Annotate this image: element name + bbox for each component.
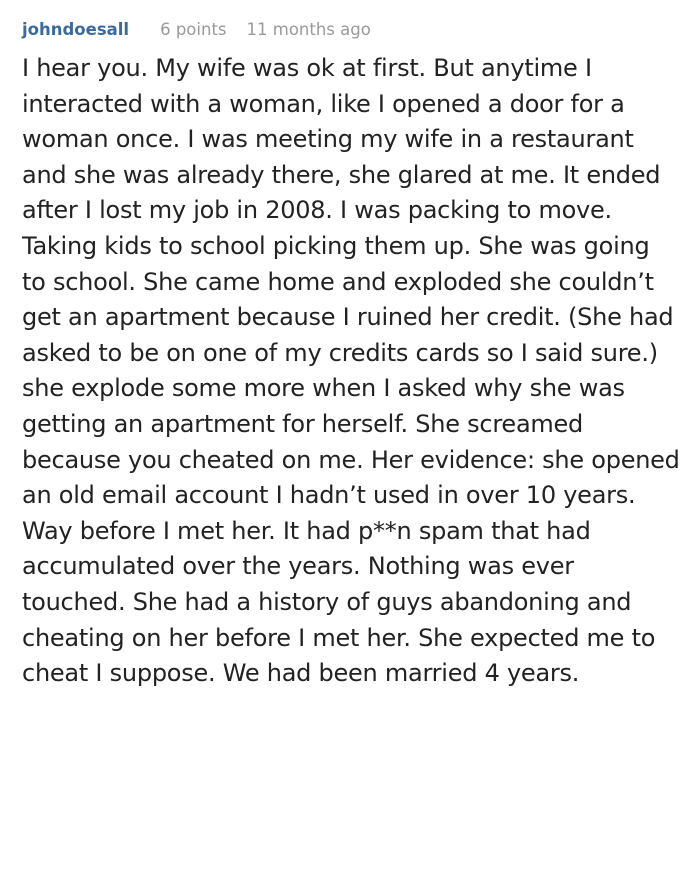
comment-meta [22, 17, 680, 43]
comment-timestamp: 11 months ago [246, 20, 371, 39]
comment-body: I hear you. My wife was ok at first. But anytime I interacted with a woman, like I opened a door for a woman once. I was meeting my wife in a restaurant and she was already there, she glared at me. It ended after I lost my job in 2008. I was packing to move. Taking kids to school picking them up. She was going to school. She came home and exploded she couldn’t get an apartment because I ruined her credit. (She had asked to be on one of my credits cards so I said sure.) she explode some more when I asked why she was getting an apartment for herself. She screamed because you cheated on me. Her evidence: she opened an old email account I hadn’t used in over 10 years. Way before I met her. It had p**n spam that had accumulated over the years. Nothing was ever touched. She had a history of guys abandoning and cheating on her before I met her. She expected me to cheat I suppose. We had been married 4 years. [22, 54, 680, 688]
comment-points: 6 points [160, 20, 227, 39]
comment-author-link[interactable]: johndoesall [22, 20, 130, 39]
